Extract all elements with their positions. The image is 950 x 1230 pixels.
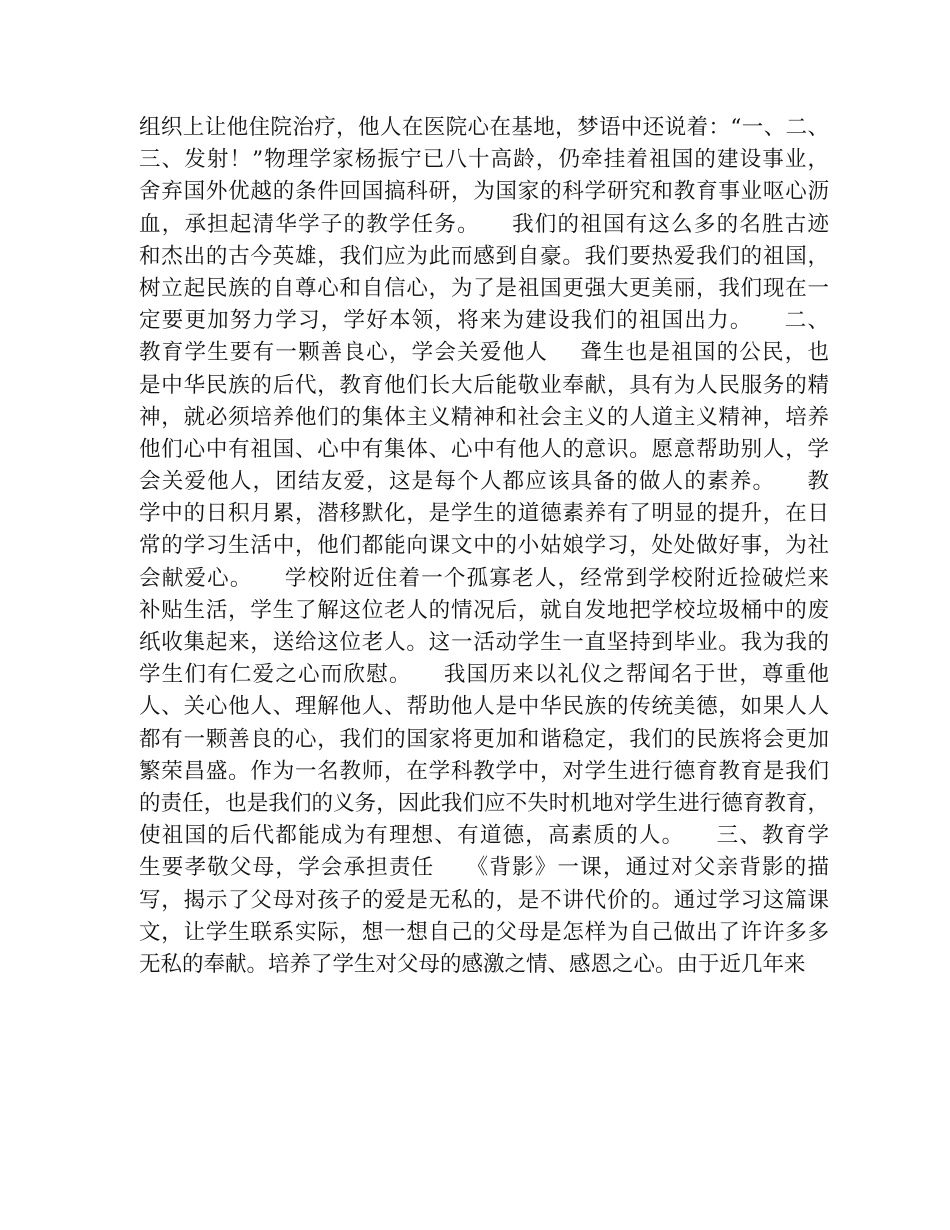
- text-line: 学中的日积月累，潜移默化，是学生的道德素养有了明显的提升，在日: [139, 501, 829, 527]
- text-line: 都有一颗善良的心，我们的国家将更加和谐稳定，我们的民族将会更加: [139, 726, 829, 752]
- text-line: 定要更加努力学习，学好本领，将来为建设我们的祖国出力。 二、: [139, 308, 829, 334]
- text-line: 文，让学生联系实际，想一想自己的父母是怎样为自己做出了许许多多: [139, 919, 829, 945]
- text-line: 树立起民族的自尊心和自信心，为了是祖国更强大更美丽，我们现在一: [139, 275, 829, 301]
- text-line: 神，就必须培养他们的集体主义精神和社会主义的人道主义精神，培养: [139, 404, 829, 430]
- text-line: 组织上让他住院治疗，他人在医院心在基地，梦语中还说着：“一、二、: [139, 115, 829, 140]
- text-line: 教育学生要有一颗善良心，学会关爱他人 聋生也是祖国的公民，也: [139, 340, 829, 366]
- text-line: 使祖国的后代都能成为有理想、有道德，高素质的人。 三、教育学: [139, 823, 829, 849]
- text-line: 是中华民族的后代，教育他们长大后能敬业奉献，具有为人民服务的精: [139, 372, 829, 398]
- text-line: 纸收集起来，送给这位老人。这一活动学生一直坚持到毕业。我为我的: [139, 630, 829, 655]
- text-line: 会献爱心。 学校附近住着一个孤寡老人，经常到学校附近捡破烂来: [139, 565, 829, 591]
- text-line: 的责任，也是我们的义务，因此我们应不失时机地对学生进行德育教育，: [139, 790, 829, 816]
- text-line: 三、发射！”物理学家杨振宁已八十高龄，仍牵挂着祖国的建设事业，: [139, 147, 829, 173]
- body-text: [139, 112, 829, 981]
- text-line: 繁荣昌盛。作为一名教师，在学科教学中，对学生进行德育教育是我们: [139, 758, 829, 784]
- text-line: 他们心中有祖国、心中有集体、心中有他人的意识。愿意帮助别人，学: [139, 436, 829, 462]
- text-line: 会关爱他人，团结友爱，这是每个人都应该具备的做人的素养。 教: [139, 469, 829, 495]
- text-line: 写，揭示了父母对孩子的爱是无私的，是不讲代价的。通过学习这篇课: [139, 887, 829, 913]
- text-line: 学生们有仁爱之心而欣慰。 我国历来以礼仪之帮闻名于世，尊重他: [139, 662, 829, 688]
- text-line: 补贴生活，学生了解这位老人的情况后，就自发地把学校垃圾桶中的废: [139, 597, 829, 623]
- text-line: 血，承担起清华学子的教学任务。 我们的祖国有这么多的名胜古迹: [139, 211, 829, 237]
- text-line: 舍弃国外优越的条件回国搞科研，为国家的科学研究和教育事业呕心沥: [139, 179, 829, 205]
- text-line: 无私的奉献。培养了学生对父母的感激之情、感恩之心。由于近几年来: [139, 951, 806, 977]
- text-line: 生要孝敬父母，学会承担责任 《背影》一课，通过对父亲背影的描: [139, 855, 829, 881]
- text-line: 人、关心他人、理解他人、帮助他人是中华民族的传统美德，如果人人: [139, 694, 829, 720]
- text-line: 和杰出的古今英雄，我们应为此而感到自豪。我们要热爱我们的祖国，: [139, 243, 829, 269]
- text-line: 常的学习生活中，他们都能向课文中的小姑娘学习，处处做好事，为社: [139, 533, 829, 559]
